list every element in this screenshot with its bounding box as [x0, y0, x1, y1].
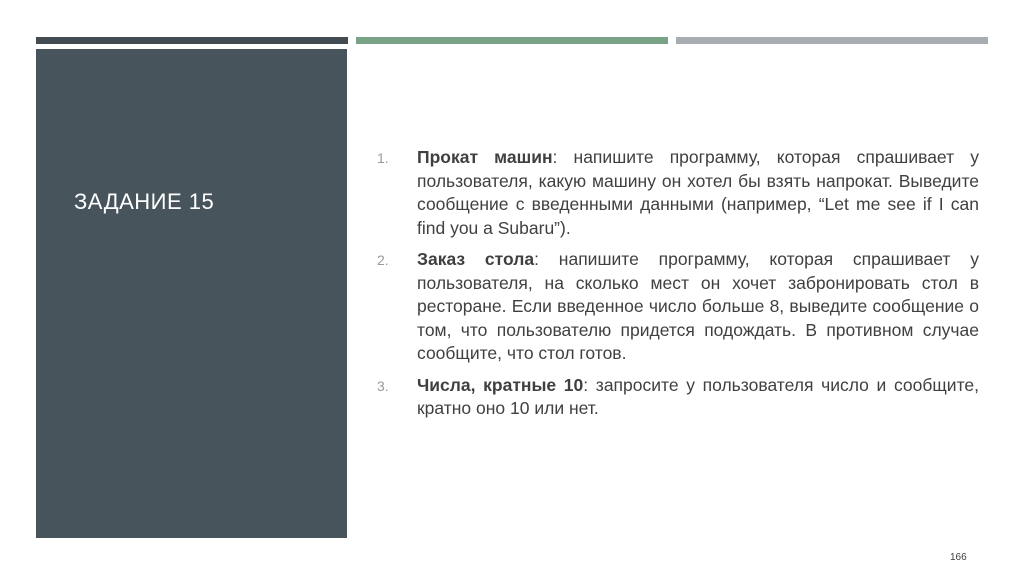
list-item-heading: Заказ стола	[417, 249, 535, 269]
list-item-body: : напишите программу, которая спрашивает у пользователя, на сколько мест он хочет забронировать стол в ресторане. Если введенное число больше 8, выведите сообщение о том, что пользователю придется подождать. В противном случае сообщите, что стол готов.	[417, 249, 979, 363]
list-item-number: 3.	[377, 377, 389, 394]
list-item-text	[417, 146, 979, 240]
top-accent-bar-green	[356, 37, 668, 44]
list-item-heading: Прокат машин	[417, 147, 553, 167]
top-accent-bar-dark	[36, 37, 348, 44]
top-accent-bar-gray	[676, 37, 988, 44]
list-item-number: 2.	[377, 252, 389, 268]
list-item	[377, 374, 979, 421]
list-item-body: : запросите у пользователя число и сообщите, кратно оно 10 или нет.	[417, 374, 979, 418]
list-item	[377, 146, 979, 240]
list-item-text	[417, 248, 979, 366]
task-list	[377, 146, 979, 429]
slide-title: ЗАДАНИЕ 15	[74, 189, 215, 214]
title-panel	[36, 49, 347, 538]
list-item-heading: Числа, кратные 10	[417, 374, 584, 395]
list-item-number: 1.	[377, 150, 389, 166]
list-item-text	[417, 374, 979, 421]
page-number: 166	[950, 552, 967, 563]
list-item-body: : напишите программу, которая спрашивает у пользователя, какую машину он хотел бы взять напрокат. Выведите сообщение с введенными данными (например, “Let me see if I can find you a Subaru”).	[417, 147, 979, 238]
list-item	[377, 248, 979, 366]
